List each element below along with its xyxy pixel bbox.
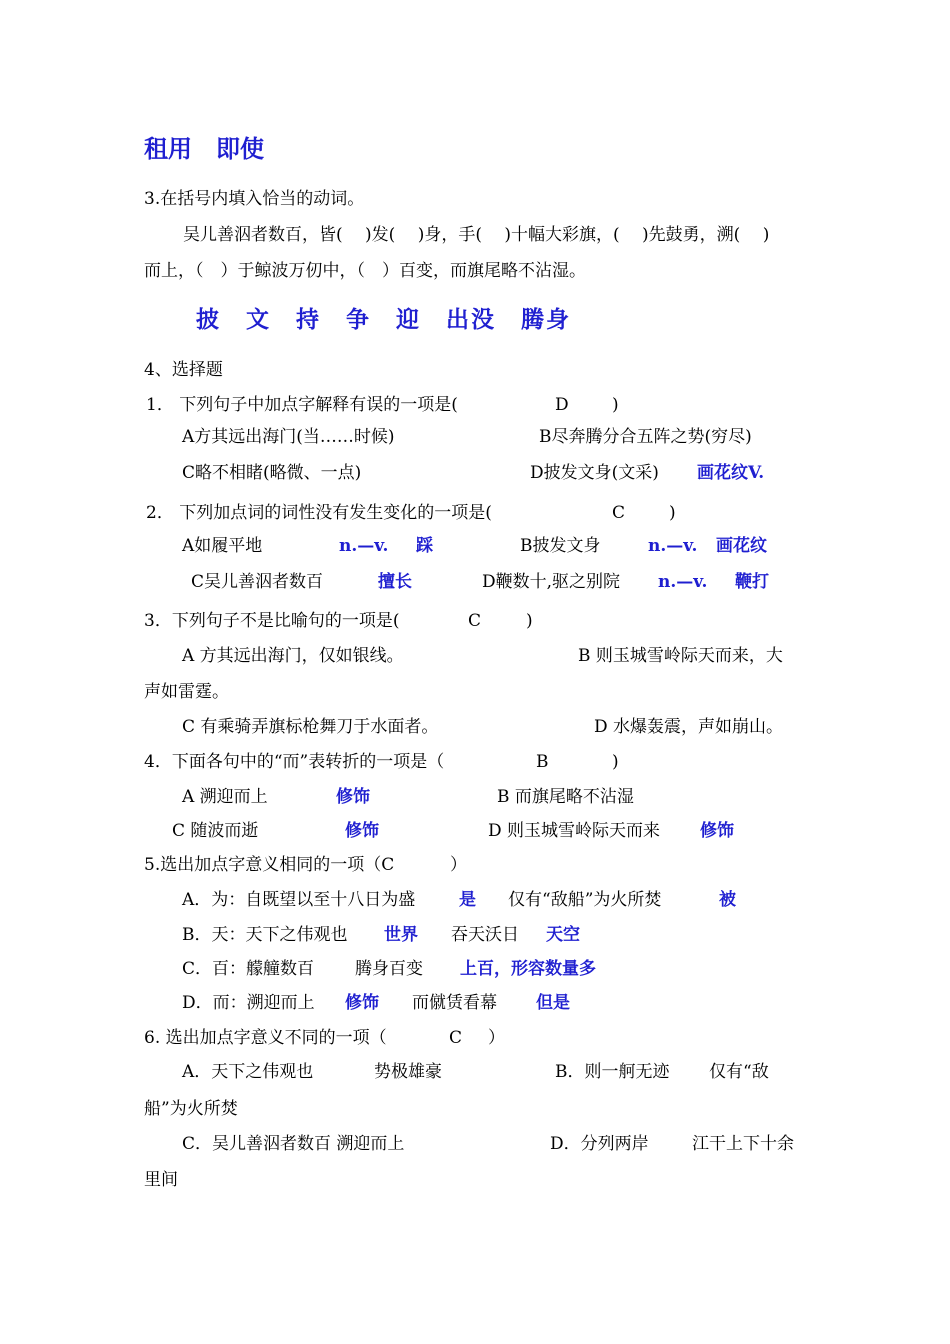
q3-answers: 披 文 持 争 迎 出没 腾身 [196, 307, 571, 333]
item6-option-b: B．则一舸无迹 [555, 1062, 670, 1082]
item6-option-a2: 势极雄豪 [374, 1062, 442, 1082]
item1-close: ) [612, 395, 619, 415]
item5-option-a: A．为：自既望以至十八日为盛 [182, 890, 416, 910]
item1-option-c: C略不相睹(略微、一点) [182, 463, 362, 483]
item2-note-d-meaning: 鞭打 [735, 572, 769, 592]
item5-option-c: C．百：艨艟数百 [182, 959, 315, 979]
item4-stem: 4．下面各句中的“而”表转折的一项是（ [144, 752, 445, 772]
item5-option-b2: 吞天沃日 [451, 925, 519, 945]
item5-note-d2: 但是 [536, 993, 570, 1013]
item1-answer: D [555, 395, 569, 415]
item2-note-d-pos: n.—v. [658, 572, 708, 592]
item3-close: ) [526, 611, 533, 631]
item1-option-d: D披发文身(文采) [530, 463, 659, 483]
item5-note-c: 上百，形容数量多 [460, 959, 596, 979]
item6-answer: C [449, 1028, 463, 1048]
item5-stem: 5.选出加点字意义相同的一项（C [144, 855, 395, 875]
item2-note-a-pos: n.—v. [339, 536, 389, 556]
item6-option-b2: 仅有“敌 [709, 1062, 769, 1082]
item4-option-d: D 则玉城雪岭际天而来 [488, 821, 661, 841]
item1-option-a: A方其远出海门(当……时候) [182, 427, 395, 447]
item5-note-b2: 天空 [546, 925, 580, 945]
item2-note-b-meaning: 画花纹 [716, 536, 767, 556]
item3-option-a: A 方其远出海门，仅如银线。 [182, 646, 404, 666]
q3-title: 3.在括号内填入恰当的动词。 [144, 189, 365, 209]
item6-stem: 6. 选出加点字意义不同的一项（ [144, 1028, 387, 1048]
q3-passage-line1: 吴儿善泅者数百，皆( )发( )身，手( )十幅大彩旗，( )先鼓勇，溯( ) [183, 225, 770, 245]
item2-note-a-meaning: 踩 [416, 536, 433, 556]
item5-close: ） [450, 855, 467, 875]
item5-option-a2: 仅有“敌船”为火所焚 [508, 890, 662, 910]
item5-option-c2: 腾身百变 [355, 959, 423, 979]
item6-option-a: A．天下之伟观也 [182, 1062, 314, 1082]
q3-passage-line2: 而上，（ ）于鲸波万仞中，（ ）百变，而旗尾略不沾湿。 [144, 261, 586, 281]
item2-note-c: 擅长 [378, 572, 412, 592]
item3-stem: 3．下列句子不是比喻句的一项是( [144, 611, 400, 631]
item5-option-b: B．天：天下之伟观也 [182, 925, 348, 945]
item6-option-d: D．分列两岸 [550, 1134, 649, 1154]
item3-option-b: B 则玉城雪岭际天而来，大 [578, 646, 783, 666]
item1-stem-text: 1． 下列句子中加点字解释有误的一项是( [146, 395, 458, 415]
heading-answer-line: 租用 即使 [144, 135, 264, 163]
item4-answer: B [536, 752, 549, 772]
item4-close: ) [612, 752, 619, 772]
item6-option-d2: 江干上下十余 [692, 1134, 794, 1154]
item3-option-b-cont: 声如雷霆。 [144, 682, 229, 702]
item2-option-d: D鞭数十,驱之别院 [482, 572, 621, 592]
item4-option-a: A 溯迎而上 [182, 787, 268, 807]
item4-note-d: 修饰 [700, 821, 734, 841]
item3-option-c: C 有乘骑弄旗标枪舞刀于水面者。 [182, 717, 439, 737]
item3-option-d: D 水爆轰震，声如崩山。 [594, 717, 784, 737]
item2-option-b: B披发文身 [520, 536, 601, 556]
item4-note-c: 修饰 [345, 821, 379, 841]
item5-note-d1: 修饰 [345, 993, 379, 1013]
item2-note-b-pos: n.—v. [648, 536, 698, 556]
item3-answer: C [468, 611, 482, 631]
item1-stem [146, 393, 458, 417]
item5-option-d2: 而僦赁看幕 [412, 993, 497, 1013]
item6-close: ） [488, 1028, 505, 1048]
item4-option-c: C 随波而逝 [172, 821, 259, 841]
item1-option-b: B尽奔腾分合五阵之势(穷尽) [539, 427, 752, 447]
item5-option-d: D．而：溯迎而上 [182, 993, 315, 1013]
item6-option-b-cont: 船”为火所焚 [144, 1099, 238, 1119]
item2-stem: 2． 下列加点词的词性没有发生变化的一项是( [146, 503, 492, 523]
item5-note-a2: 被 [719, 890, 736, 910]
item4-option-b: B 而旗尾略不沾湿 [497, 787, 634, 807]
item1-note: 画花纹V. [697, 463, 765, 483]
item6-option-c: C．吴儿善泅者数百 溯迎而上 [182, 1134, 405, 1154]
item6-option-d-cont: 里间 [144, 1170, 178, 1190]
item4-note-a: 修饰 [336, 787, 370, 807]
item2-option-a: A如履平地 [182, 536, 263, 556]
item5-note-b1: 世界 [384, 925, 418, 945]
item2-close: ) [669, 503, 676, 523]
q4-title: 4、选择题 [144, 360, 223, 380]
item2-option-c: C吴儿善泅者数百 [191, 572, 324, 592]
item2-answer: C [612, 503, 626, 523]
item5-note-a1: 是 [459, 890, 476, 910]
